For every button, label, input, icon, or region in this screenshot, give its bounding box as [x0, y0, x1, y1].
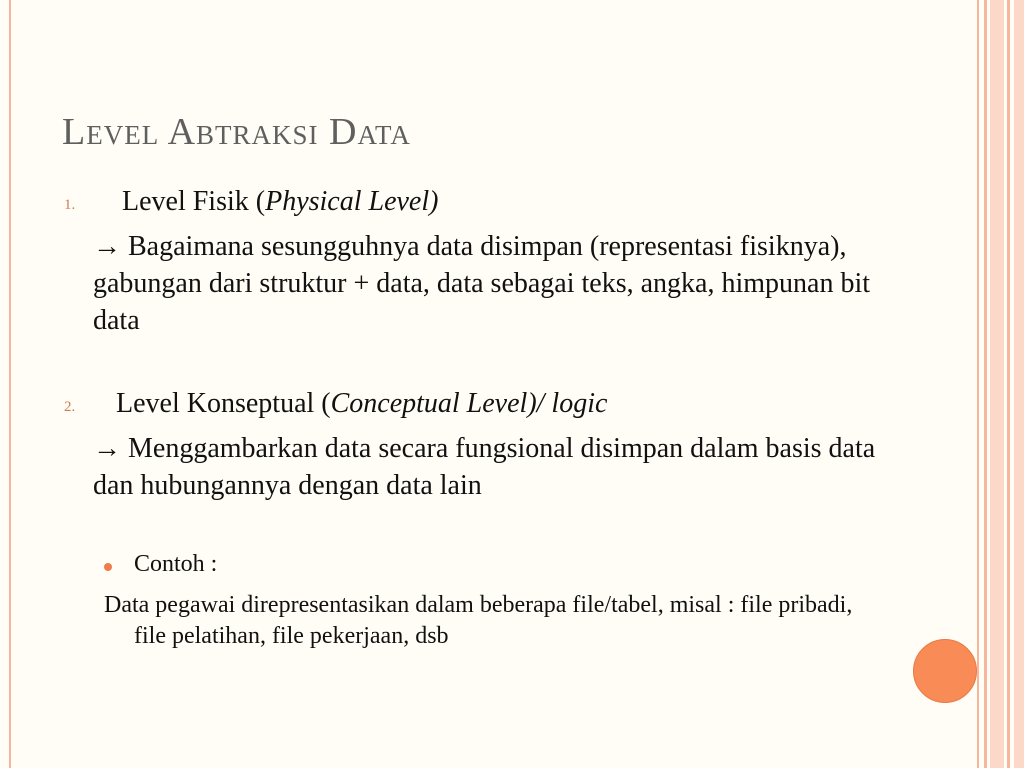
- heading-italic-text: Conceptual Level)/ logic: [330, 388, 608, 419]
- list-item-description: [93, 228, 893, 339]
- list-number: 2.: [64, 399, 76, 415]
- slide-title: Level Abtraksi Data: [62, 111, 411, 153]
- heading-italic-text: Physical Level): [265, 186, 439, 217]
- description-text: Menggambarkan data secara fungsional disimpan dalam basis data dan hubungannya dengan data lain: [93, 433, 876, 501]
- arrow-icon: →: [93, 231, 121, 262]
- arrow-icon: →: [93, 433, 121, 464]
- list-item-description: [93, 430, 893, 504]
- sub-bullet-label: Contoh :: [134, 551, 218, 577]
- heading-text: Level Konseptual (: [116, 388, 331, 419]
- decorative-circle: [913, 639, 977, 703]
- example-text: Data pegawai direpresentasikan dalam beberapa file/tabel, misal : file pribadi, file pelatihan, file pekerjaan, dsb: [104, 592, 853, 649]
- list-number: 1.: [64, 197, 76, 213]
- list-item-heading: [122, 186, 438, 218]
- list-item-heading: [116, 388, 607, 420]
- heading-text: Level Fisik (: [122, 186, 266, 217]
- bullet-icon: [104, 563, 112, 571]
- description-text: Bagaimana sesungguhnya data disimpan (representasi fisiknya), gabungan dari struktur + data, data sebagai teks, angka, himpunan bit data: [93, 231, 871, 336]
